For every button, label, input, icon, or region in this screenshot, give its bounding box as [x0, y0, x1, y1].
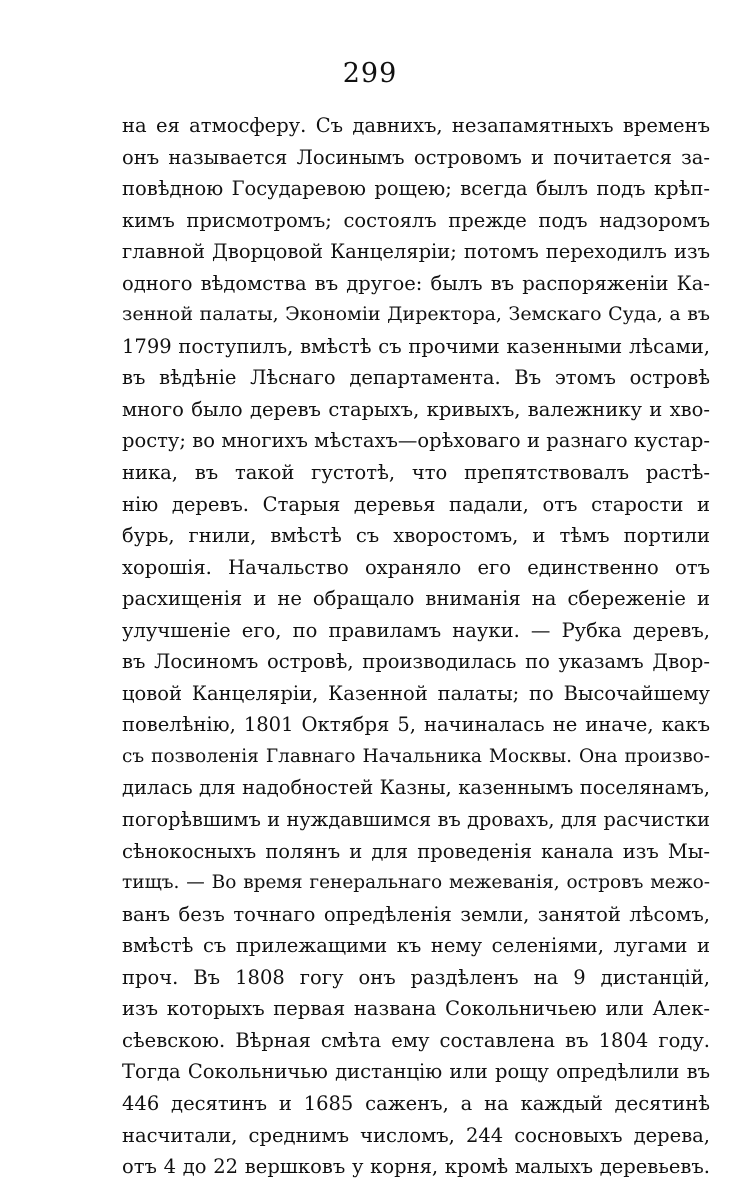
text-line: отъ 4 до 22 вершковъ у корня, кромѣ малыхъ деревьевъ.: [122, 1155, 710, 1179]
page-number: 299: [342, 58, 398, 89]
text-line: расхищенія и не обращало вниманія на сбереженіе и: [122, 587, 710, 611]
text-line: одного вѣдомства въ другое: былъ въ распоряженіи Ка-: [122, 271, 710, 295]
text-line: хорошія. Начальство охраняло его единственно отъ: [122, 555, 710, 579]
text-line: тищъ. — Во время генеральнаго межеванія, островъ межо-: [122, 872, 710, 894]
text-line: вмѣстѣ съ прилежащими къ нему селеніями, лугами и: [122, 934, 710, 958]
text-line: повѣдною Государевою рощею; всегда былъ подъ крѣп-: [122, 177, 710, 201]
text-line: нію деревъ. Старыя деревья падали, отъ старости и: [122, 492, 710, 516]
text-line: погорѣвшимъ и нуждавшимся въ дровахъ, для расчистки: [122, 808, 710, 832]
text-line: съ позволенія Главнаго Начальника Москвы. Она произво-: [122, 745, 710, 767]
text-line: сѣевскою. Вѣрная смѣта ему составлена въ 1804 году.: [122, 1028, 710, 1052]
text-line: ванъ безъ точнаго опредѣленія земли, занятой лѣсомъ,: [122, 902, 710, 926]
text-line: зенной палаты, Экономіи Директора, Земскаго Суда, а въ: [122, 303, 710, 326]
text-line: проч. Въ 1808 гогу онъ раздѣленъ на 9 дистанцій,: [122, 965, 710, 989]
text-line: много было деревъ старыхъ, кривыхъ, валежнику и хво-: [122, 397, 710, 421]
text-line: 1799 поступилъ, вмѣстѣ съ прочими казенными лѣсами,: [122, 334, 710, 358]
body-text: [122, 110, 710, 1183]
text-line: въ Лосиномъ островѣ, производилась по указамъ Двор-: [122, 650, 710, 674]
text-line: цовой Канцеляріи, Казенной палаты; по Высочайшему: [122, 681, 710, 705]
text-line: дилась для надобностей Казны, казеннымъ поселянамъ,: [122, 776, 710, 800]
text-line: росту; во многихъ мѣстахъ—орѣховаго и разнаго кустар-: [122, 429, 710, 453]
text-line: на ея атмосферу. Съ давнихъ, незапамятныхъ временъ: [122, 114, 710, 137]
text-line: улучшеніе его, по правиламъ науки. — Рубка деревъ,: [122, 618, 710, 642]
text-line: насчитали, среднимъ числомъ, 244 сосновыхъ дерева,: [122, 1123, 710, 1147]
text-line: сѣнокосныхъ полянъ и для проведенія канала изъ Мы-: [122, 839, 710, 863]
text-line: ника, въ такой густотѣ, что препятствовалъ растѣ-: [122, 461, 710, 485]
text-line: 446 десятинъ и 1685 саженъ, а на каждый десятинѣ: [122, 1091, 710, 1115]
text-line: изъ которыхъ первая названа Сокольничьею или Алек-: [122, 997, 710, 1021]
text-line: кимъ присмотромъ; состоялъ прежде подъ надзоромъ: [122, 208, 710, 232]
text-line: повелѣнію, 1801 Октября 5, начиналась не иначе, какъ: [122, 713, 710, 737]
text-line: Тогда Сокольничью дистанцію или рощу опредѣлили въ: [122, 1060, 710, 1084]
text-line: онъ называется Лосинымъ островомъ и почитается за-: [122, 145, 710, 169]
text-line: главной Дворцовой Канцеляріи; потомъ переходилъ изъ: [122, 240, 710, 264]
text-line: въ вѣдѣніе Лѣснаго департамента. Въ этомъ островѣ: [122, 366, 710, 390]
text-line: бурь, гнили, вмѣстѣ съ хворостомъ, и тѣмъ портили: [122, 524, 710, 548]
